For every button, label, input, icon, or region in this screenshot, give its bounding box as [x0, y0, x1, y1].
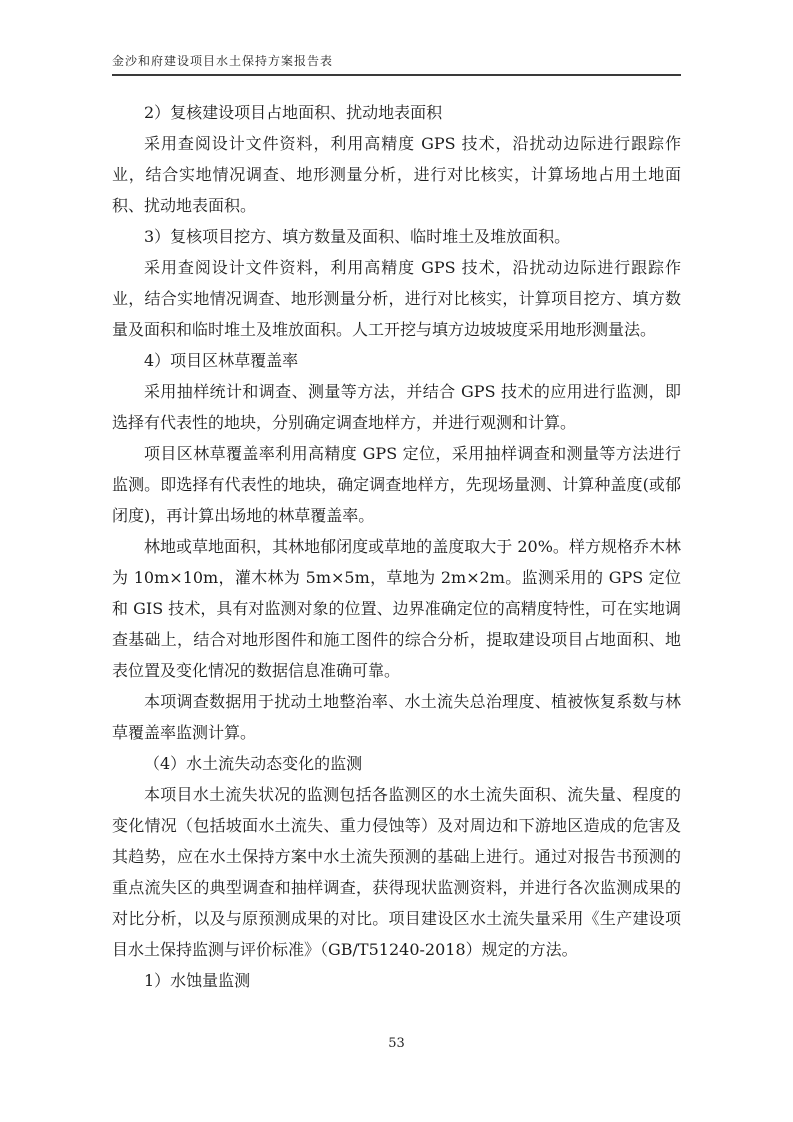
body-paragraph: 采用查阅设计文件资料，利用高精度 GPS 技术，沿扰动边际进行跟踪作业，结合实地情况调查、地形测量分析，进行对比核实，计算项目挖方、填方数量及面积和临时堆土及堆放面积。人工开挖与填方边坡坡度采用地形测量法。 — [112, 258, 681, 339]
page-number: 53 — [388, 1036, 405, 1051]
body-paragraph: 项目区林草覆盖率利用高精度 GPS 定位，采用抽样调查和测量等方法进行监测。即选择有代表性的地块，确定调查地样方，先现场量测、计算种盖度(或郁闭度)，再计算出场地的林草覆盖率。 — [112, 444, 681, 525]
body-paragraph: 本项目水土流失状况的监测包括各监测区的水土流失面积、流失量、程度的变化情况（包括坡面水土流失、重力侵蚀等）及对周边和下游地区造成的危害及其趋势，应在水土保持方案中水土流失预测的基础上进行。通过对报告书预测的重点流失区的典型调查和抽样调查，获得现状监测资料，并进行各次监测成果的对比分析，以及与原预测成果的对比。项目建设区水土流失量采用《生产建设项目水土保持监测与评价标准》（GB/T51240-2018）规定的方法。 — [112, 785, 681, 959]
page-header — [112, 52, 681, 76]
section-heading: 4）项目区林草覆盖率 — [144, 351, 299, 370]
section-heading: （4）水土流失动态变化的监测 — [144, 754, 363, 773]
body-paragraph: 本项调查数据用于扰动土地整治率、水土流失总治理度、植被恢复系数与林草覆盖率监测计算。 — [112, 692, 681, 742]
section-heading: 2）复核建设项目占地面积、扰动地表面积 — [144, 103, 443, 122]
body-paragraph: 林地或草地面积，其林地郁闭度或草地的盖度取大于 20%。样方规格乔木林为 10m×10m，灌木林为 5m×5m，草地为 2m×2m。监测采用的 GPS 定位和 GIS 技术，具有对监测对象的位置、边界准确定位的高精度特性，可在实地调查基础上，结合对地形图件和施工图件的综合分析，提取建设项目占地面积、地表位置及变化情况的数据信息准确可靠。 — [112, 537, 681, 680]
body-paragraph: 采用查阅设计文件资料，利用高精度 GPS 技术，沿扰动边际进行跟踪作业，结合实地情况调查、地形测量分析，进行对比核实，计算场地占用土地面积、扰动地表面积。 — [112, 134, 681, 215]
header-title: 金沙和府建设项目水土保持方案报告表 — [112, 54, 334, 68]
body-paragraph: 采用抽样统计和调查、测量等方法，并结合 GPS 技术的应用进行监测，即选择有代表性的地块，分别确定调查地样方，并进行观测和计算。 — [112, 382, 681, 432]
page-footer — [0, 1036, 793, 1051]
document-body — [112, 97, 681, 996]
section-heading: 1）水蚀量监测 — [144, 971, 251, 990]
section-heading: 3）复核项目挖方、填方数量及面积、临时堆土及堆放面积。 — [144, 227, 571, 246]
